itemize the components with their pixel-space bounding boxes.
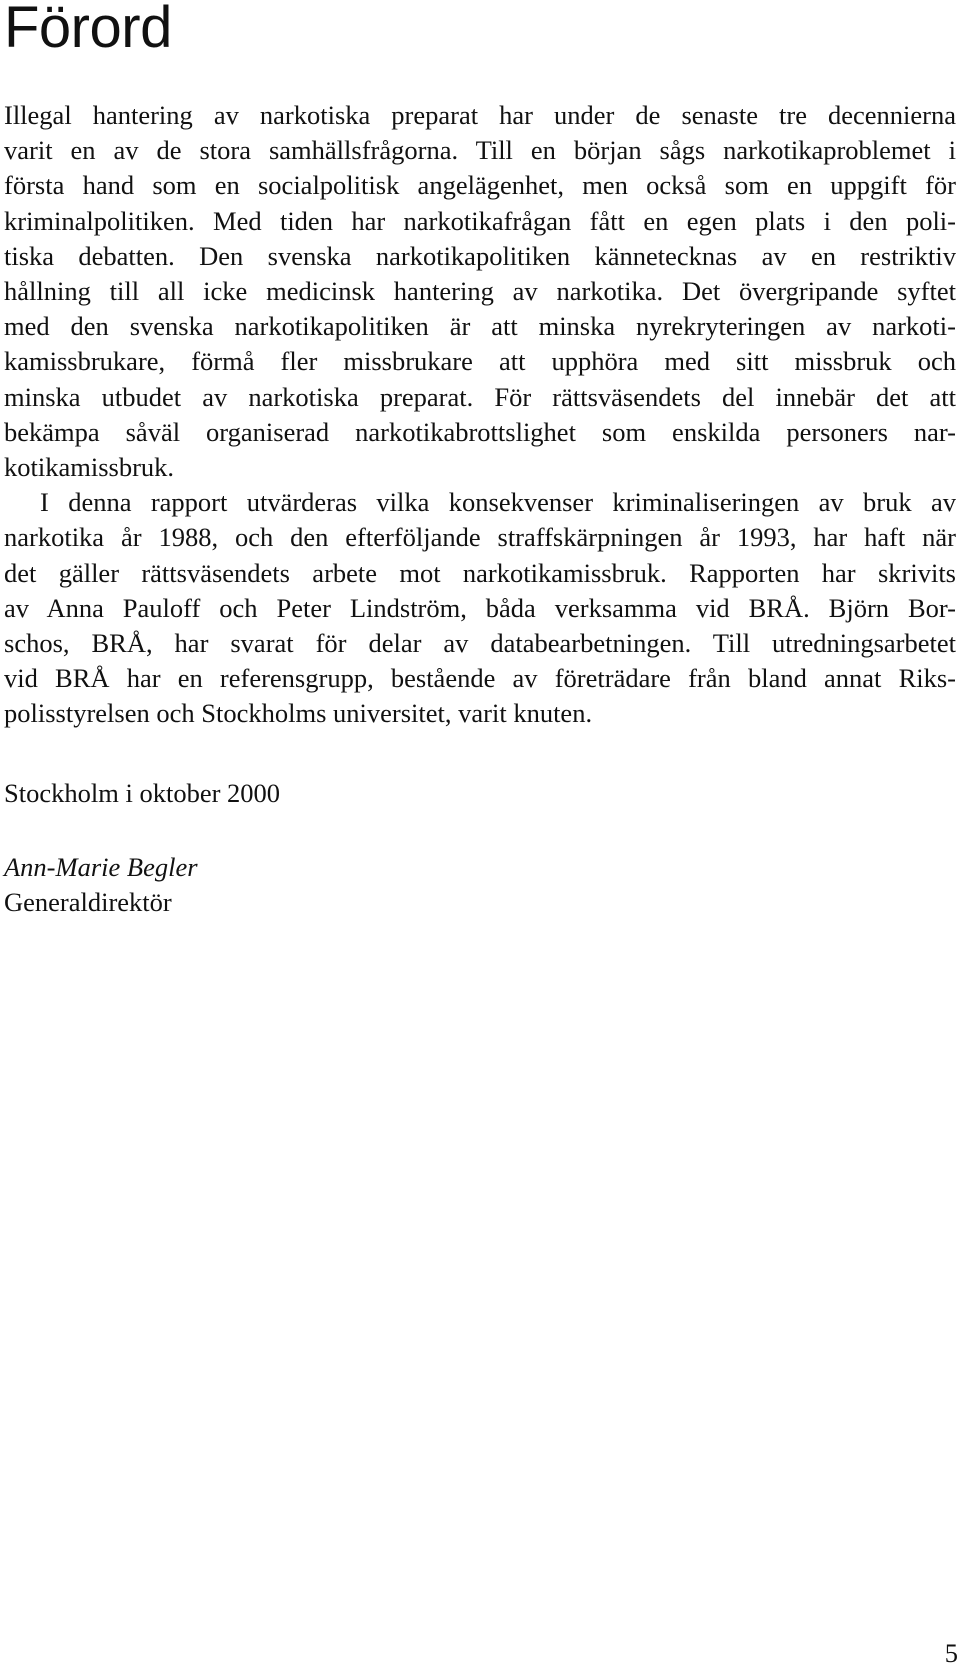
text-line: schos, BRÅ, har svarat för delar av databearbetningen. Till utredningsarbetet xyxy=(4,628,956,659)
body-text xyxy=(4,98,956,732)
place-date: Stockholm i oktober 2000 xyxy=(4,778,281,808)
text-line: polisstyrelsen och Stockholms universitet, varit knuten. xyxy=(4,698,593,729)
text-line: kamissbrukare, förmå fler missbrukare att upphöra med sitt missbruk och xyxy=(4,346,956,377)
text-line: tiska debatten. Den svenska narkotikapolitiken kännetecknas av en restriktiv xyxy=(4,240,956,271)
text-line: narkotika år 1988, och den efterföljande straffskärpningen år 1993, har haft när xyxy=(4,522,956,553)
paragraph-report xyxy=(4,485,956,731)
text-line: första hand som en socialpolitisk angelägenhet, men också som en uppgift för xyxy=(4,170,956,201)
text-line: varit en av de stora samhällsfrågorna. Till en början sågs narkotikaproblemet i xyxy=(4,135,956,166)
signer-title: Generaldirektör xyxy=(4,887,172,917)
text-line: bekämpa såväl organiserad narkotikabrottslighet som enskilda personers nar- xyxy=(4,416,956,447)
text-line: kriminalpolitiken. Med tiden har narkotikafrågan fått en egen plats i den poli- xyxy=(4,205,956,236)
text-line: det gäller rättsväsendets arbete mot narkotikamissbruk. Rapporten har skrivits xyxy=(4,557,956,588)
text-line: Illegal hantering av narkotiska preparat har under de senaste tre decennierna xyxy=(4,100,956,130)
text-line: I denna rapport utvärderas vilka konsekvenser kriminaliseringen av bruk av xyxy=(40,487,956,518)
text-line: minska utbudet av narkotiska preparat. För rättsväsendets del innebär det att xyxy=(4,381,956,412)
signer-name: Ann-Marie Begler xyxy=(4,852,198,882)
text-line: kotikamissbruk. xyxy=(4,452,175,483)
text-line: av Anna Pauloff och Peter Lindström, båda verksamma vid BRÅ. Björn Bor- xyxy=(4,592,956,623)
text-line: vid BRÅ har en referensgrupp, bestående av företrädare från bland annat Riks- xyxy=(4,663,956,694)
paragraph-intro xyxy=(4,98,956,485)
page-title: Förord xyxy=(4,0,172,60)
page-number: 5 xyxy=(944,1638,958,1668)
text-line: med den svenska narkotikapolitiken är att minska nyrekryteringen av narkoti- xyxy=(4,311,956,342)
text-line: hållning till all icke medicinsk hantering av narkotika. Det övergripande syftet xyxy=(4,276,956,307)
